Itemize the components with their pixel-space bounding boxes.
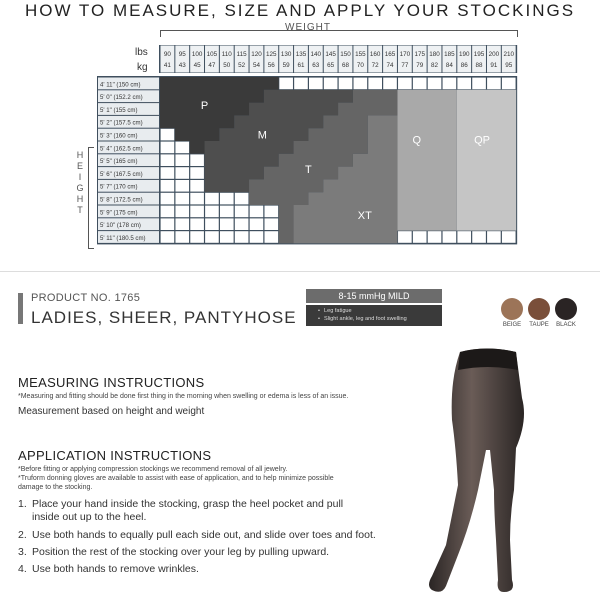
step-item [18, 529, 398, 542]
kg-value: 56 [267, 62, 275, 69]
pantyhose-model-image [398, 340, 568, 598]
kg-value: 88 [475, 62, 483, 69]
size-label-m: M [257, 129, 267, 142]
lbs-value: 150 [340, 51, 351, 58]
grid-cell [428, 78, 442, 90]
color-label-taupe: TAUPE [529, 322, 549, 328]
kg-value: 86 [460, 62, 468, 69]
step-text: Position the rest of the stocking over your leg by pulling upward. [32, 546, 330, 558]
kg-value: 47 [208, 62, 216, 69]
size-label-t: T [305, 164, 312, 176]
height-value: 5' 3" (160 cm) [100, 132, 138, 140]
height-value: 5' 2" (157.5 cm) [100, 119, 143, 127]
size-label-q: Q [412, 134, 422, 147]
lbs-value: 120 [251, 51, 262, 58]
height-value: 5' 8" (172.5 cm) [100, 196, 143, 204]
grid-cell [161, 129, 175, 141]
grid-cell [339, 78, 353, 90]
grid-cell [175, 167, 189, 179]
grid-cell [354, 78, 368, 90]
lbs-value: 170 [399, 51, 411, 58]
kg-value: 82 [431, 62, 439, 69]
lbs-value: 190 [458, 51, 470, 58]
indication-item: • Leg fatigue [306, 307, 442, 315]
step-text: Use both hands to equally pull each side out, and slide over toes and foot. [32, 529, 376, 541]
lbs-value: 145 [325, 51, 336, 58]
grid-cell [250, 206, 264, 218]
grid-cell [175, 231, 189, 243]
kg-value: 45 [193, 62, 201, 69]
kg-value: 84 [445, 62, 453, 69]
grid-cell [220, 231, 234, 243]
grid-cell [309, 78, 323, 90]
lbs-value: 100 [191, 51, 203, 58]
grid-cell [190, 167, 204, 179]
grid-cell [443, 231, 457, 243]
grid-cell [398, 231, 412, 243]
step-number: 1. [18, 498, 27, 510]
size-label-xt: XT [357, 210, 372, 223]
lbs-value: 140 [310, 51, 322, 58]
height-value: 5' 5" (165 cm) [100, 158, 138, 166]
size-chart [0, 0, 600, 270]
product-number: PRODUCT NO. 1765 [31, 292, 141, 304]
height-value: 5' 10" (178 cm) [100, 222, 141, 230]
grid-cell [457, 78, 471, 90]
grid-cell [487, 78, 501, 90]
lbs-value: 90 [163, 51, 171, 58]
grid-cell [175, 218, 189, 230]
grid-cell [190, 231, 204, 243]
grid-cell [190, 180, 204, 192]
step-text: Use both hands to remove wrinkles. [32, 563, 199, 575]
lbs-value: 155 [355, 51, 366, 58]
grid-cell [428, 231, 442, 243]
grid-cell [175, 193, 189, 205]
grid-cell [250, 231, 264, 243]
product-accent-bar [18, 293, 23, 324]
color-swatch-beige[interactable] [501, 298, 523, 320]
measuring-text: Measurement based on height and weight [18, 406, 205, 417]
grid-cell [190, 218, 204, 230]
lbs-value: 130 [280, 51, 292, 58]
grid-cell [175, 206, 189, 218]
grid-cell [383, 78, 397, 90]
application-note-gloves-cont: damage to the stocking. [18, 484, 93, 491]
lbs-value: 200 [488, 51, 500, 58]
grid-cell [190, 206, 204, 218]
grid-cell [205, 218, 219, 230]
grid-cell [279, 78, 293, 90]
height-value: 5' 7" (170 cm) [100, 183, 138, 191]
height-value: 5' 6" (167.5 cm) [100, 170, 143, 178]
grid-cell [398, 78, 412, 90]
color-label-beige: BEIGE [502, 322, 522, 328]
step-item [18, 563, 398, 576]
step-text: inside out up to the heel. [32, 511, 147, 523]
grid-cell [413, 231, 427, 243]
lbs-value: 110 [221, 51, 232, 58]
height-value: 5' 1" (155 cm) [100, 106, 138, 114]
kg-value: 50 [223, 62, 231, 69]
grid-cell [161, 154, 175, 166]
grid-cell [472, 78, 486, 90]
size-region-qp [457, 90, 516, 231]
color-swatch-black[interactable] [555, 298, 577, 320]
lbs-value: 125 [266, 51, 277, 58]
kg-value: 43 [178, 62, 186, 69]
weight-axis-label: WEIGHT [285, 22, 331, 33]
lbs-value: 95 [178, 51, 186, 58]
application-note-jewelry: *Before fitting or applying compression stockings we recommend removal of all jewelry. [18, 466, 288, 473]
kg-value: 54 [252, 62, 260, 69]
lbs-value: 185 [444, 51, 455, 58]
kg-value: 68 [341, 62, 350, 69]
kg-value: 91 [490, 62, 498, 69]
lbs-value: 165 [384, 51, 396, 58]
lbs-value: 175 [414, 51, 425, 58]
step-text: Place your hand inside the stocking, grasp the heel pocket and pull [32, 498, 344, 510]
color-swatch-taupe[interactable] [528, 298, 550, 320]
application-heading: APPLICATION INSTRUCTIONS [18, 448, 212, 463]
grid-cell [205, 193, 219, 205]
kg-value: 72 [371, 62, 379, 69]
size-label-qp: QP [474, 134, 490, 147]
grid-cell [190, 193, 204, 205]
grid-cell [161, 231, 175, 243]
lbs-value: 180 [429, 51, 440, 58]
step-item [18, 546, 398, 559]
grid-cell [220, 218, 234, 230]
grid-cell [205, 206, 219, 218]
height-value: 5' 9" (175 cm) [100, 209, 138, 217]
kg-value: 61 [297, 62, 305, 69]
step-number: 4. [18, 563, 27, 575]
height-value: 5' 0" (152.2 cm) [100, 94, 143, 102]
grid-cell [472, 231, 486, 243]
kg-value: 41 [163, 62, 171, 69]
grid-cell [161, 142, 175, 154]
kg-value: 52 [238, 62, 246, 69]
grid-cell [235, 206, 249, 218]
lbs-value: 115 [236, 51, 247, 58]
grid-cell [324, 78, 338, 90]
kg-value: 65 [327, 62, 335, 69]
size-region-q [397, 90, 456, 231]
kg-value: 74 [386, 62, 394, 69]
grid-cell [443, 78, 457, 90]
compression-level: 8-15 mmHg MILD [306, 289, 442, 303]
height-value: 5' 4" (162.5 cm) [100, 145, 143, 153]
grid-cell [250, 218, 264, 230]
size-label-p: P [200, 100, 209, 112]
lbs-label: lbs [135, 47, 148, 58]
grid-cell [175, 154, 189, 166]
grid-cell [220, 193, 234, 205]
height-value: 4' 11" (150 cm) [100, 81, 141, 89]
grid-cell [161, 180, 175, 192]
grid-cell [235, 231, 249, 243]
indications-list [306, 305, 442, 326]
section-divider [0, 271, 600, 272]
measuring-note: *Measuring and fitting should be done first thing in the morning when swelling or edema is less of an issue. [18, 393, 349, 400]
kg-value: 79 [416, 62, 424, 69]
kg-value: 95 [505, 62, 513, 69]
grid-cell [264, 206, 278, 218]
grid-cell [220, 206, 234, 218]
kg-value: 59 [282, 62, 290, 69]
grid-cell [264, 231, 278, 243]
lbs-value: 160 [369, 51, 381, 58]
step-number: 2. [18, 529, 27, 541]
page-title: HOW TO MEASURE, SIZE AND APPLY YOUR STOCKINGS [24, 1, 576, 20]
indication-item: • Slight ankle, leg and foot swelling [306, 315, 442, 323]
height-axis-label: H E I G H T [76, 150, 84, 215]
grid-cell [161, 206, 175, 218]
grid-cell [368, 78, 382, 90]
grid-cell [487, 231, 501, 243]
grid-cell [264, 218, 278, 230]
grid-cell [161, 218, 175, 230]
grid-cell [502, 78, 516, 90]
lbs-value: 105 [206, 51, 218, 58]
lbs-value: 195 [473, 51, 485, 58]
lbs-value: 210 [503, 51, 514, 58]
grid-cell [235, 218, 249, 230]
color-label-black: BLACK [556, 322, 576, 328]
grid-cell [294, 78, 308, 90]
grid-cell [457, 231, 471, 243]
kg-value: 63 [312, 62, 320, 69]
grid-cell [235, 193, 249, 205]
grid-cell [175, 180, 189, 192]
kg-value: 77 [401, 62, 409, 69]
step-number: 3. [18, 546, 27, 558]
kg-label: kg [137, 62, 148, 73]
measuring-heading: MEASURING INSTRUCTIONS [18, 375, 205, 390]
lbs-value: 135 [295, 51, 307, 58]
height-value: 5' 11" (180.5 cm) [100, 234, 146, 242]
grid-cell [175, 142, 189, 154]
grid-cell [161, 193, 175, 205]
grid-cell [190, 154, 204, 166]
application-note-gloves: *Truform donning gloves are available to assist with ease of application, and to help minimize possible [18, 475, 334, 482]
step-item [18, 498, 398, 524]
product-name: LADIES, SHEER, PANTYHOSE [31, 308, 297, 327]
grid-cell [502, 231, 516, 243]
grid-cell [161, 167, 175, 179]
grid-cell [205, 231, 219, 243]
kg-value: 70 [356, 62, 364, 69]
grid-cell [413, 78, 427, 90]
